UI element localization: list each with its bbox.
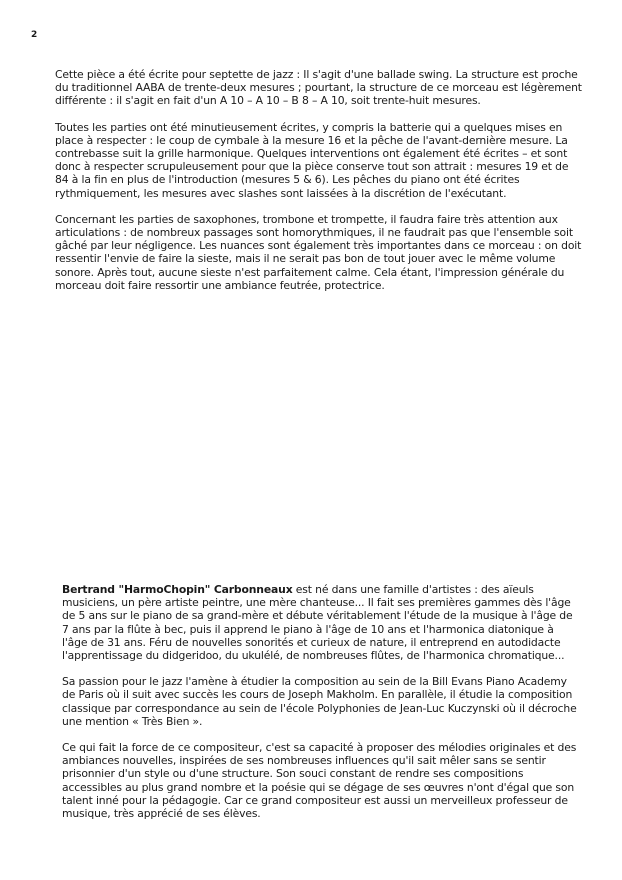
bio-paragraph-strengths: Ce qui fait la force de ce compositeur, c'est sa capacité à proposer des mélodies originales et des ambiances nouvelles, inspirées de ses nombreuses influences qu'il sait mêler sans se sentir prisonnier d'un style ou d'une structure. Son souci constant de rendre ses compositions accessibles au plus grand nombre et la poésie qui se dégage de ses œuvres n'ont d'égal que son talent inné pour la pédagogie. Car ce grand compositeur est aussi un merveilleux professeur de musique, très apprécié de ses élèves. <box>62 741 577 821</box>
intro-paragraph-parts: Toutes les parties ont été minutieusement écrites, y compris la batterie qui a quelques mises en place à respecter : le coup de cymbale à la mesure 16 et la pêche de l'avant-dernière mesure. La contrebasse suit la grille harmonique. Quelques interventions ont également été écrites – et sont donc à respecter scrupuleusement pour que la pièce conserve tout son attrait : mesures 19 et de 84 à la fin en plus de l'introduction (mesures 5 & 6). Les pêches du piano ont été écrites rythmiquement, les mesures avec slashes sont laissées à la discrétion de l'exécutant. <box>55 120 569 200</box>
intro-paragraph-structure: Cette pièce a été écrite pour septette de jazz : Il s'agit d'une ballade swing. La structure est proche du traditionnel AABA de trente-deux mesures ; pourtant, la structure de ce morceau est légèrement différente : il s'agit en fait d'un A 10 – A 10 – B 8 – A 10, soit trente-huit mesures. <box>55 68 582 108</box>
intro-paragraph-articulations: Concernant les parties de saxophones, trombone et trompette, il faudra faire très attention aux articulations : de nombreux passages sont homorythmiques, il ne faudrait pas que l'ensemble soit gâché par leur négligence. Les nuances sont également très importantes dans ce morceau : on doit ressentir l'envie de faire la sieste, mais il ne serait pas bon de tout jouer avec le même volume sonore. Après tout, aucune sieste n'est parfaitement calme. Cela étant, l'impression générale du morceau doit faire ressortir une ambiance feutrée, protectrice. <box>55 212 582 292</box>
intro-section <box>55 68 585 305</box>
bio-paragraph-origins <box>62 583 582 662</box>
bio-paragraph-studies: Sa passion pour le jazz l'amène à étudier la composition au sein de la Bill Evans Piano Academy de Paris où il suit avec succès les cours de Joseph Makholm. En parallèle, il étudie la composition classique par correspondance au sein de l'école Polyphonies de Jean-Luc Kuczynski où il décroche une mention « Très Bien ». <box>62 675 577 728</box>
biography-section <box>62 583 582 833</box>
bio-origins-text: est né dans une famille d'artistes : des aïeuls musiciens, un père artiste peintre, une mère chanteuse... Il fait ses premières gammes dès l'âge de 5 ans sur le piano de sa grand-mère et débute véritablement l'étude de la musique à l'âge de 7 ans par la flûte à bec, puis il apprend le piano à l'âge de 10 ans et l'harmonica diatonique à l'âge de 31 ans. Féru de nouvelles sonorités et curieux de nature, il entreprend en autodidacte l'apprentissage du didgeridoo, du ukulélé, de nombreuses flûtes, de l'harmonica chromatique... <box>62 583 573 663</box>
page-number: 2 <box>31 30 38 40</box>
composer-name: Bertrand "HarmoChopin" Carbonneaux <box>62 583 293 596</box>
